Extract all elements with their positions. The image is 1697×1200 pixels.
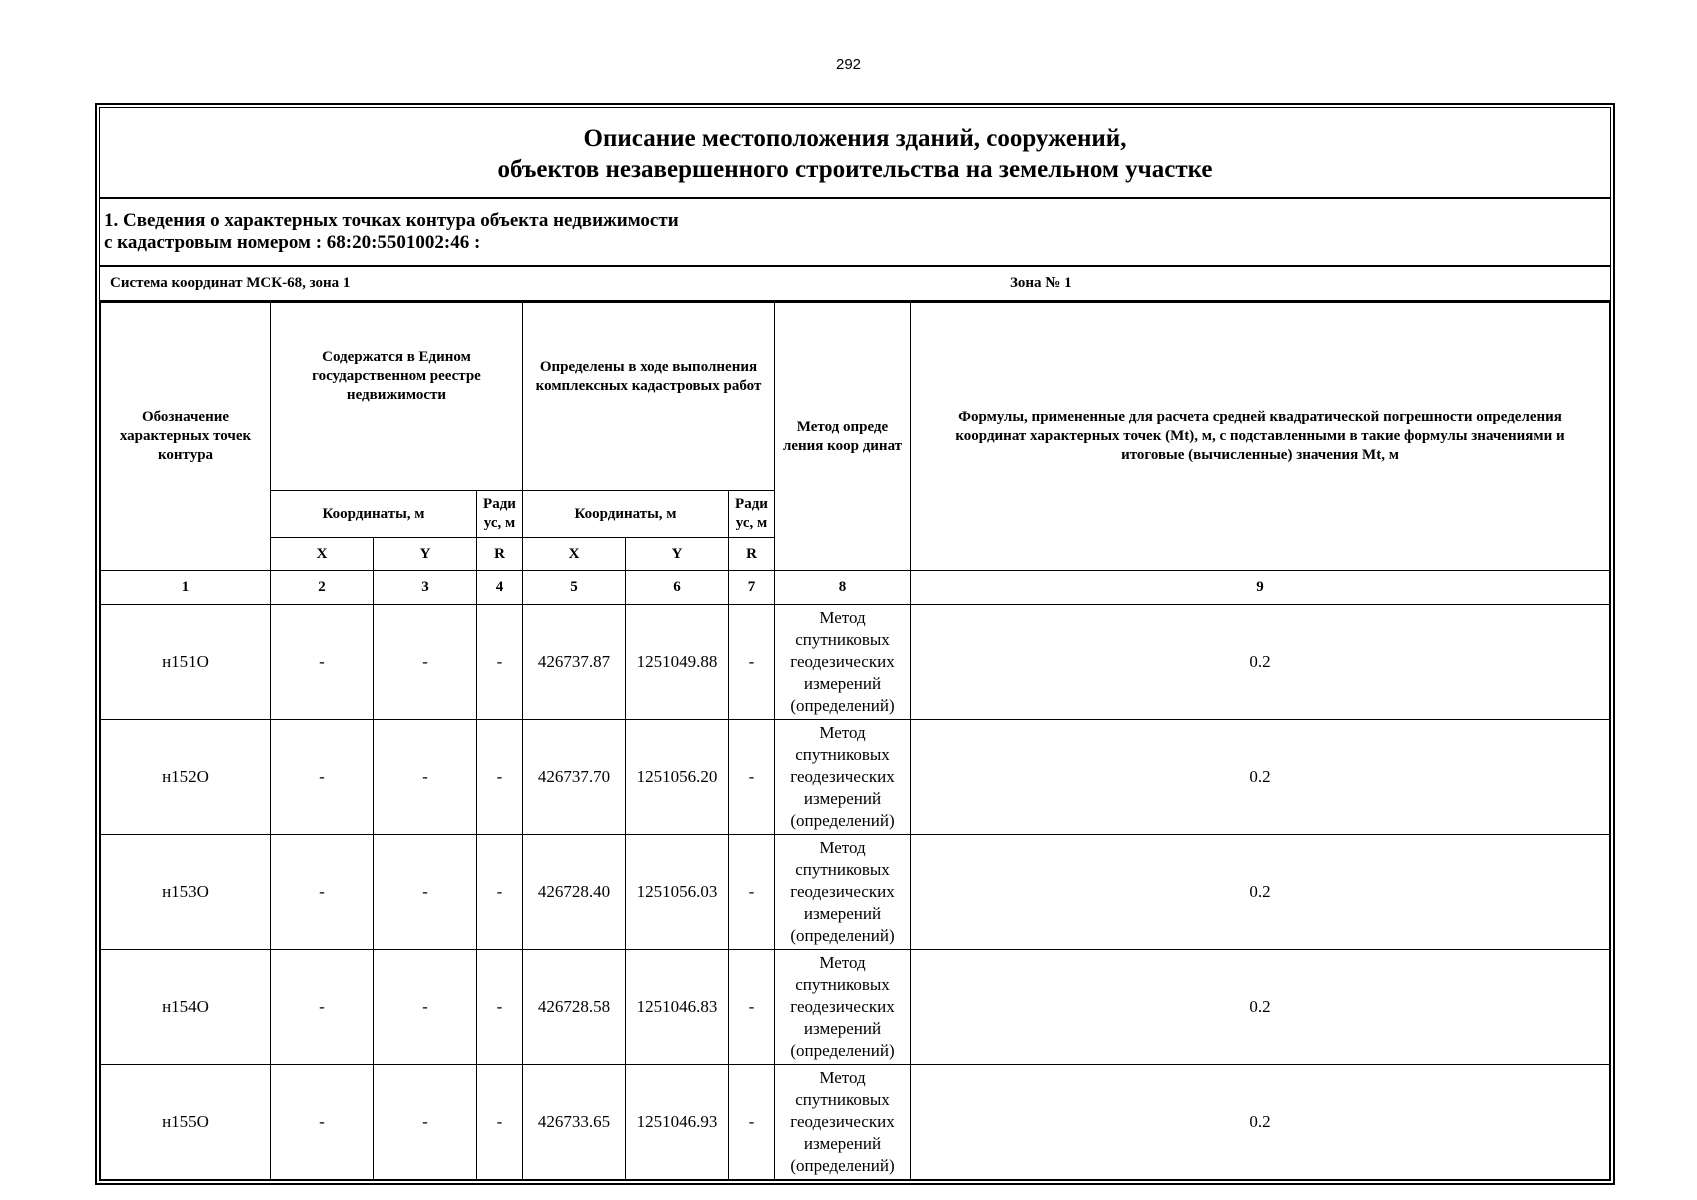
radius: - (729, 720, 775, 835)
header-egrn-r: R (477, 538, 523, 571)
page-number: 292 (835, 56, 862, 73)
method: Метод спутниковых геодезических измерений (определений) (775, 835, 911, 950)
header-egrn-coordinates: Координаты, м (271, 491, 477, 538)
document-title (100, 108, 1610, 199)
column-number: 5 (523, 571, 626, 605)
table-row (101, 950, 1610, 1065)
section-heading-line-1: 1. Сведения о характерных точках контура объекта недвижимости (104, 210, 679, 231)
egrn-y: - (374, 720, 477, 835)
table-row (101, 720, 1610, 835)
egrn-x: - (271, 720, 374, 835)
column-number: 7 (729, 571, 775, 605)
section-heading-line-2: с кадастровым номером : 68:20:5501002:46 : (104, 232, 481, 253)
coord-y: 1251056.03 (626, 835, 729, 950)
egrn-r: - (477, 835, 523, 950)
column-number: 9 (911, 571, 1610, 605)
coord-y: 1251049.88 (626, 605, 729, 720)
point-designation: н154О (101, 950, 271, 1065)
mt-value: 0.2 (911, 835, 1610, 950)
header-kkr-y: Y (626, 538, 729, 571)
coord-x: 426733.65 (523, 1065, 626, 1180)
egrn-x: - (271, 605, 374, 720)
egrn-x: - (271, 950, 374, 1065)
mt-value: 0.2 (911, 720, 1610, 835)
radius: - (729, 835, 775, 950)
mt-value: 0.2 (911, 950, 1610, 1065)
table-row (101, 605, 1610, 720)
coord-y: 1251046.93 (626, 1065, 729, 1180)
coord-y: 1251056.20 (626, 720, 729, 835)
coord-x: 426728.40 (523, 835, 626, 950)
egrn-r: - (477, 950, 523, 1065)
method: Метод спутниковых геодезических измерений (определений) (775, 720, 911, 835)
method: Метод спутниковых геодезических измерений (определений) (775, 1065, 911, 1180)
coord-x: 426737.87 (523, 605, 626, 720)
header-egrn-group: Содержатся в Едином государственном реестре недвижимости (271, 303, 523, 491)
header-kkr-r: R (729, 538, 775, 571)
header-kkr-group: Определены в ходе выполнения комплексных кадастровых работ (523, 303, 775, 491)
egrn-y: - (374, 835, 477, 950)
document-frame (95, 103, 1615, 1185)
point-designation: н152О (101, 720, 271, 835)
header-formulas: Формулы, примененные для расчета средней квадратической погрешности определения координат характерных точек (Mt), м, с подставленными в такие формулы значениями и итоговые (вычисленные) значения Mt, м (911, 303, 1610, 571)
coordinate-system-line (100, 267, 1610, 302)
zone-label: Зона № 1 (1010, 275, 1072, 291)
coord-x: 426737.70 (523, 720, 626, 835)
column-number: 4 (477, 571, 523, 605)
coord-x: 426728.58 (523, 950, 626, 1065)
egrn-y: - (374, 1065, 477, 1180)
header-kkr-coordinates: Координаты, м (523, 491, 729, 538)
coordinate-system: Система координат МСК-68, зона 1 (110, 275, 351, 291)
table-row (101, 1065, 1610, 1180)
point-designation: н155О (101, 1065, 271, 1180)
header-egrn-radius: Ради ус, м (477, 491, 523, 538)
header-kkr-radius: Ради ус, м (729, 491, 775, 538)
mt-value: 0.2 (911, 605, 1610, 720)
column-number: 1 (101, 571, 271, 605)
header-egrn-y: Y (374, 538, 477, 571)
coord-y: 1251046.83 (626, 950, 729, 1065)
radius: - (729, 950, 775, 1065)
point-designation: н153О (101, 835, 271, 950)
method: Метод спутниковых геодезических измерений (определений) (775, 950, 911, 1065)
column-number: 8 (775, 571, 911, 605)
header-method: Метод опреде ления коор динат (775, 303, 911, 571)
document-frame-inner (99, 107, 1611, 1181)
egrn-x: - (271, 1065, 374, 1180)
document-title-line-2: объектов незавершенного строительства на земельном участке (497, 156, 1213, 183)
egrn-y: - (374, 605, 477, 720)
point-designation: н151О (101, 605, 271, 720)
column-number: 2 (271, 571, 374, 605)
header-egrn-x: X (271, 538, 374, 571)
header-kkr-x: X (523, 538, 626, 571)
egrn-y: - (374, 950, 477, 1065)
column-number: 3 (374, 571, 477, 605)
points-table (100, 302, 1610, 1180)
egrn-r: - (477, 1065, 523, 1180)
radius: - (729, 605, 775, 720)
mt-value: 0.2 (911, 1065, 1610, 1180)
method: Метод спутниковых геодезических измерений (определений) (775, 605, 911, 720)
document-title-line-1: Описание местоположения зданий, сооружений, (583, 125, 1127, 152)
radius: - (729, 1065, 775, 1180)
table-row (101, 835, 1610, 950)
egrn-x: - (271, 835, 374, 950)
egrn-r: - (477, 605, 523, 720)
egrn-r: - (477, 720, 523, 835)
header-point-designation: Обозначение характерных точек контура (101, 303, 271, 571)
section-heading (100, 199, 1610, 267)
column-number: 6 (626, 571, 729, 605)
